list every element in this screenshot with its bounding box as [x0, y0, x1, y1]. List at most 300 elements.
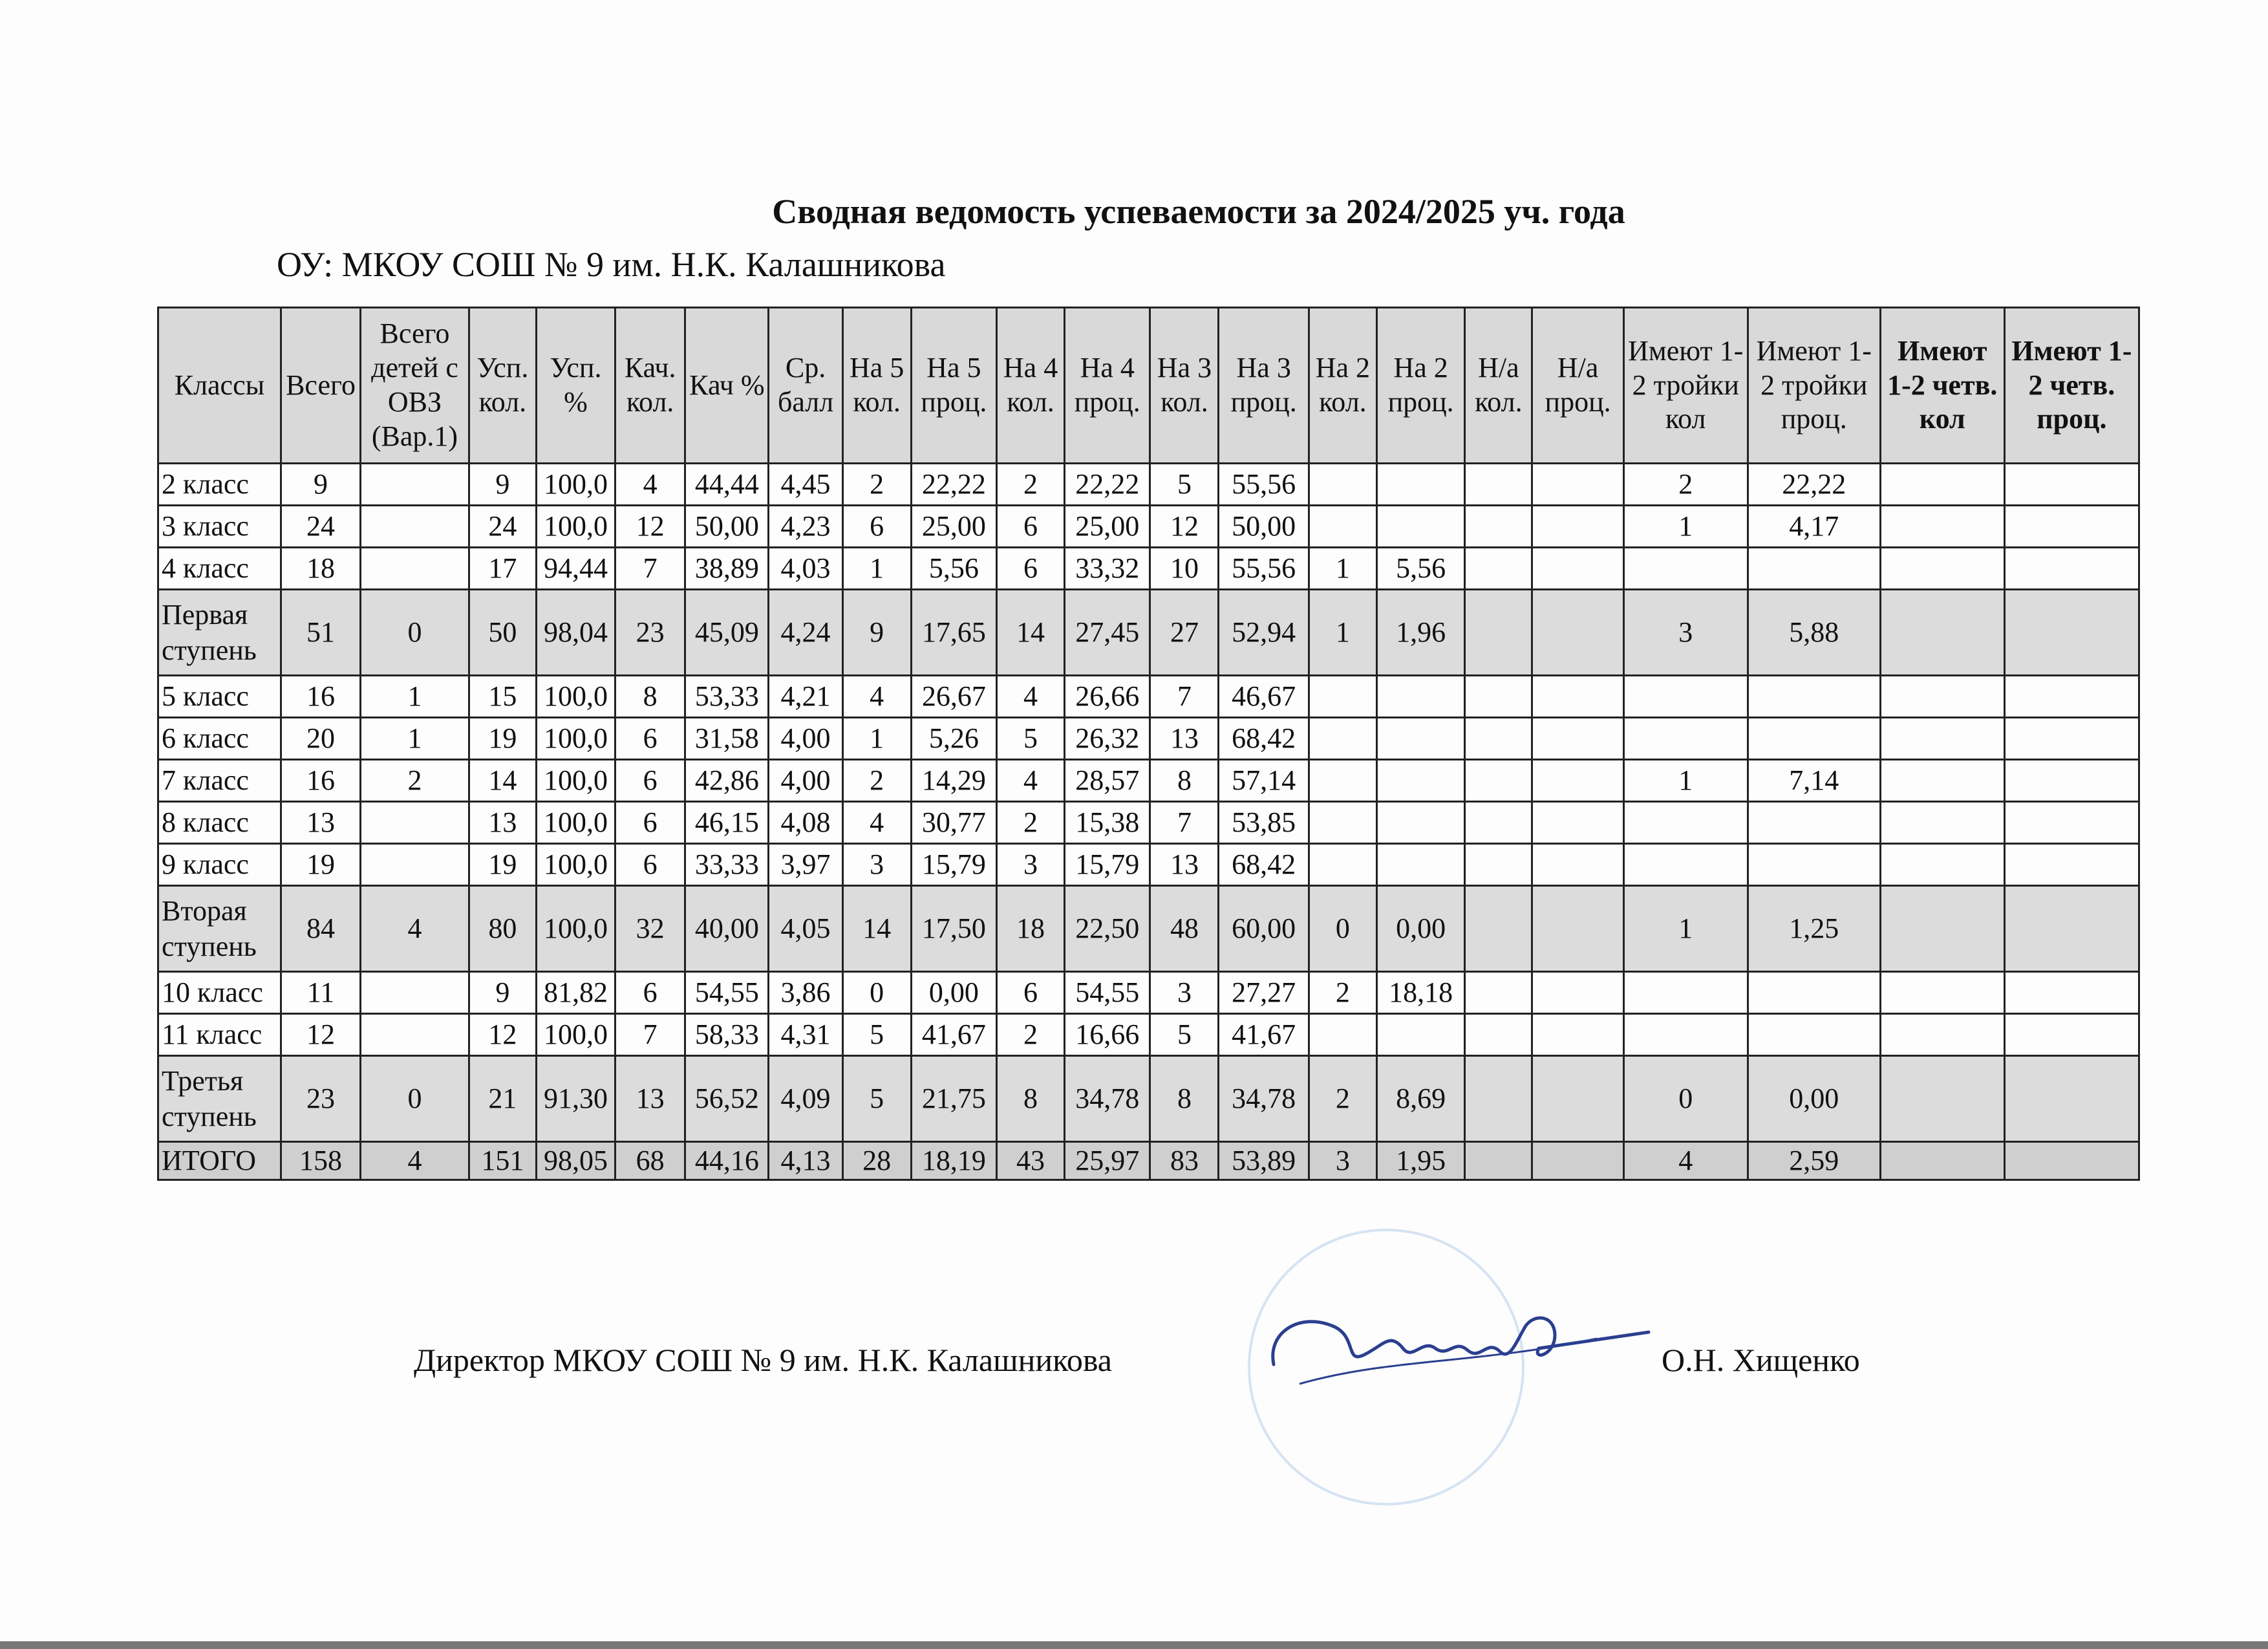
table-cell	[1880, 676, 2004, 718]
table-cell: 1	[361, 676, 469, 718]
table-cell: 5	[842, 1014, 911, 1056]
table-cell	[1880, 1056, 2004, 1142]
school-name: ОУ: МКОУ СОШ № 9 им. Н.К. Калашникова	[277, 245, 946, 284]
column-header: На 4 кол.	[997, 308, 1065, 464]
table-cell: 12	[615, 506, 685, 548]
table-cell: 2	[842, 464, 911, 506]
column-header: Кач. кол.	[615, 308, 685, 464]
column-header: На 2 кол.	[1309, 308, 1376, 464]
table-header-row	[158, 308, 2139, 464]
table-cell: 4,13	[769, 1142, 842, 1180]
table-cell: 50,00	[685, 506, 769, 548]
table-cell: 6	[615, 972, 685, 1014]
table-cell: 98,04	[536, 590, 615, 676]
table-cell: 58,33	[685, 1014, 769, 1056]
table-cell: 15	[469, 676, 536, 718]
table-cell: 17	[469, 548, 536, 590]
table-cell	[1532, 676, 1623, 718]
table-cell: 9	[469, 972, 536, 1014]
table-cell	[2004, 676, 2139, 718]
director-position: Директор МКОУ СОШ № 9 им. Н.К. Калашникова	[414, 1342, 1112, 1378]
table-cell	[1623, 676, 1748, 718]
table-cell: 15,79	[1065, 844, 1150, 886]
table-cell: 25,00	[911, 506, 996, 548]
table-cell	[1465, 1056, 1532, 1142]
table-cell: 7	[615, 548, 685, 590]
table-cell	[1309, 760, 1376, 802]
document-title: Сводная ведомость успеваемости за 2024/2025 уч. года	[772, 192, 1625, 231]
table-cell	[1748, 1014, 1880, 1056]
table-cell: 18,19	[911, 1142, 996, 1180]
table-cell: 5,26	[911, 718, 996, 760]
table-cell	[1748, 802, 1880, 844]
table-cell: 4,08	[769, 802, 842, 844]
table-cell: 3	[842, 844, 911, 886]
table-cell: 4,09	[769, 1056, 842, 1142]
table-cell: 100,0	[536, 760, 615, 802]
table-cell: 38,89	[685, 548, 769, 590]
table-cell: 20	[281, 718, 360, 760]
table-row	[158, 844, 2139, 886]
table-cell: 19	[469, 844, 536, 886]
table-cell: 28,57	[1065, 760, 1150, 802]
table-cell: 8	[997, 1056, 1065, 1142]
column-header: Имеют 1-2 тройки проц.	[1748, 308, 1880, 464]
table-cell: 100,0	[536, 802, 615, 844]
table-cell: 57,14	[1219, 760, 1309, 802]
column-header: На 2 проц.	[1376, 308, 1464, 464]
column-header: На 5 кол.	[842, 308, 911, 464]
table-cell	[1623, 802, 1748, 844]
table-cell: 41,67	[911, 1014, 996, 1056]
table-cell: 91,30	[536, 1056, 615, 1142]
table-cell: 6	[997, 506, 1065, 548]
table-cell	[2004, 464, 2139, 506]
column-header: Имеют 1-2 тройки кол	[1623, 308, 1748, 464]
table-cell: 1,95	[1376, 1142, 1464, 1180]
table-cell: 32	[615, 886, 685, 972]
row-label: Третья ступень	[158, 1056, 281, 1142]
table-row	[158, 464, 2139, 506]
table-cell: 100,0	[536, 844, 615, 886]
table-cell	[1880, 506, 2004, 548]
row-label: 3 класс	[158, 506, 281, 548]
table-cell	[1880, 802, 2004, 844]
table-cell: 4	[842, 676, 911, 718]
table-cell	[1376, 718, 1464, 760]
table-cell: 14,29	[911, 760, 996, 802]
table-cell: 14	[997, 590, 1065, 676]
table-cell: 1	[1623, 886, 1748, 972]
column-header: Усп. кол.	[469, 308, 536, 464]
group-row	[158, 590, 2139, 676]
table-cell: 15,79	[911, 844, 996, 886]
row-label: 9 класс	[158, 844, 281, 886]
table-cell	[1465, 760, 1532, 802]
total-row	[158, 1142, 2139, 1180]
column-header: Н/а кол.	[1465, 308, 1532, 464]
table-row	[158, 972, 2139, 1014]
table-cell: 1	[1309, 590, 1376, 676]
table-cell	[1465, 802, 1532, 844]
table-cell: 4	[361, 886, 469, 972]
table-cell: 4,05	[769, 886, 842, 972]
table-cell	[1623, 972, 1748, 1014]
table-cell: 48	[1150, 886, 1219, 972]
table-cell: 55,56	[1219, 548, 1309, 590]
table-cell: 60,00	[1219, 886, 1309, 972]
table-cell	[2004, 1014, 2139, 1056]
table-cell: 46,15	[685, 802, 769, 844]
table-cell	[1748, 548, 1880, 590]
table-cell: 14	[842, 886, 911, 972]
table-cell: 18,18	[1376, 972, 1464, 1014]
column-header: Н/а проц.	[1532, 308, 1623, 464]
table-cell: 3,97	[769, 844, 842, 886]
table-cell: 1,25	[1748, 886, 1880, 972]
table-cell: 13	[469, 802, 536, 844]
table-cell: 100,0	[536, 718, 615, 760]
table-cell: 0,00	[1376, 886, 1464, 972]
table-cell: 1	[1623, 506, 1748, 548]
table-cell	[2004, 590, 2139, 676]
table-cell: 54,55	[1065, 972, 1150, 1014]
table-cell: 3	[1150, 972, 1219, 1014]
table-cell: 6	[615, 718, 685, 760]
table-cell	[1532, 464, 1623, 506]
table-cell	[1465, 548, 1532, 590]
table-cell	[2004, 718, 2139, 760]
table-cell	[1880, 464, 2004, 506]
table-cell: 17,50	[911, 886, 996, 972]
row-label: ИТОГО	[158, 1142, 281, 1180]
column-header: Имеют 1-2 четв. проц.	[2004, 308, 2139, 464]
table-row	[158, 676, 2139, 718]
table-cell: 43	[997, 1142, 1065, 1180]
table-cell: 17,65	[911, 590, 996, 676]
table-cell: 0	[1623, 1056, 1748, 1142]
table-cell	[1376, 760, 1464, 802]
row-label: 4 класс	[158, 548, 281, 590]
column-header: Всего детей с ОВЗ (Вар.1)	[361, 308, 469, 464]
table-row	[158, 718, 2139, 760]
row-label: Вторая ступень	[158, 886, 281, 972]
table-cell: 41,67	[1219, 1014, 1309, 1056]
row-label: 11 класс	[158, 1014, 281, 1056]
table-cell	[1623, 718, 1748, 760]
table-cell	[1748, 972, 1880, 1014]
table-cell	[1880, 972, 2004, 1014]
table-cell: 50	[469, 590, 536, 676]
table-cell: 5	[1150, 1014, 1219, 1056]
table-cell	[1376, 506, 1464, 548]
table-cell: 13	[1150, 718, 1219, 760]
table-cell	[1465, 506, 1532, 548]
table-row	[158, 548, 2139, 590]
table-cell	[2004, 1142, 2139, 1180]
director-name: О.Н. Хищенко	[1662, 1342, 1860, 1378]
table-cell: 52,94	[1219, 590, 1309, 676]
row-label: 10 класс	[158, 972, 281, 1014]
table-cell: 6	[615, 760, 685, 802]
table-cell: 26,66	[1065, 676, 1150, 718]
table-cell	[1465, 886, 1532, 972]
table-cell: 12	[281, 1014, 360, 1056]
table-cell	[361, 972, 469, 1014]
table-cell: 0	[1309, 886, 1376, 972]
table-cell	[1748, 718, 1880, 760]
table-cell: 13	[1150, 844, 1219, 886]
table-cell	[1532, 1056, 1623, 1142]
table-cell	[1309, 506, 1376, 548]
table-row	[158, 760, 2139, 802]
table-cell: 12	[1150, 506, 1219, 548]
table-cell: 9	[842, 590, 911, 676]
table-cell: 4	[1623, 1142, 1748, 1180]
table-cell: 3	[1623, 590, 1748, 676]
table-cell: 24	[469, 506, 536, 548]
table-cell: 21,75	[911, 1056, 996, 1142]
table-cell: 83	[1150, 1142, 1219, 1180]
table-cell	[1465, 1014, 1532, 1056]
table-cell: 9	[281, 464, 360, 506]
table-cell: 7	[615, 1014, 685, 1056]
table-cell	[1309, 718, 1376, 760]
table-cell: 3	[997, 844, 1065, 886]
table-cell: 16	[281, 676, 360, 718]
column-header: На 3 кол.	[1150, 308, 1219, 464]
table-cell: 68,42	[1219, 718, 1309, 760]
table-cell: 1	[842, 718, 911, 760]
table-cell: 34,78	[1065, 1056, 1150, 1142]
table-cell	[1309, 844, 1376, 886]
table-cell: 8	[1150, 1056, 1219, 1142]
table-cell: 22,22	[1748, 464, 1880, 506]
table-cell: 11	[281, 972, 360, 1014]
table-cell: 4	[842, 802, 911, 844]
table-cell	[1623, 1014, 1748, 1056]
table-cell	[361, 1014, 469, 1056]
table-cell	[1880, 718, 2004, 760]
table-cell	[1532, 802, 1623, 844]
table-cell	[1532, 590, 1623, 676]
table-cell: 0	[361, 1056, 469, 1142]
table-cell: 30,77	[911, 802, 996, 844]
table-cell: 25,00	[1065, 506, 1150, 548]
row-label: Первая ступень	[158, 590, 281, 676]
signature-block	[414, 1341, 1860, 1379]
table-cell: 2	[997, 802, 1065, 844]
table-cell: 23	[615, 590, 685, 676]
table-cell: 18	[997, 886, 1065, 972]
table-cell	[1532, 718, 1623, 760]
table-cell: 27,45	[1065, 590, 1150, 676]
table-cell: 4,24	[769, 590, 842, 676]
table-cell: 13	[615, 1056, 685, 1142]
table-cell	[1880, 548, 2004, 590]
table-cell: 10	[1150, 548, 1219, 590]
table-cell	[1532, 548, 1623, 590]
row-label: 6 класс	[158, 718, 281, 760]
table-cell	[1880, 760, 2004, 802]
table-cell	[1376, 844, 1464, 886]
table-cell: 42,86	[685, 760, 769, 802]
row-label: 7 класс	[158, 760, 281, 802]
table-cell	[2004, 506, 2139, 548]
table-cell	[2004, 1056, 2139, 1142]
table-cell: 7,14	[1748, 760, 1880, 802]
table-cell: 2	[1623, 464, 1748, 506]
table-cell	[1465, 972, 1532, 1014]
table-cell: 94,44	[536, 548, 615, 590]
table-cell	[1623, 844, 1748, 886]
table-cell	[1532, 506, 1623, 548]
table-cell: 16	[281, 760, 360, 802]
table-cell: 4,17	[1748, 506, 1880, 548]
table-cell	[361, 802, 469, 844]
table-cell: 8,69	[1376, 1056, 1464, 1142]
row-label: 2 класс	[158, 464, 281, 506]
table-cell: 5	[842, 1056, 911, 1142]
table-cell: 2	[1309, 1056, 1376, 1142]
table-cell: 1	[361, 718, 469, 760]
table-cell: 81,82	[536, 972, 615, 1014]
table-cell: 26,67	[911, 676, 996, 718]
table-cell	[2004, 802, 2139, 844]
table-cell: 6	[997, 548, 1065, 590]
table-cell	[1880, 844, 2004, 886]
table-cell	[1748, 844, 1880, 886]
group-row	[158, 1056, 2139, 1142]
table-cell: 26,32	[1065, 718, 1150, 760]
table-cell: 16,66	[1065, 1014, 1150, 1056]
table-cell: 4	[361, 1142, 469, 1180]
table-cell: 0	[361, 590, 469, 676]
table-cell	[1465, 718, 1532, 760]
table-cell	[1376, 1014, 1464, 1056]
table-cell: 4	[997, 760, 1065, 802]
table-cell: 158	[281, 1142, 360, 1180]
table-cell: 22,50	[1065, 886, 1150, 972]
table-cell: 4,00	[769, 718, 842, 760]
table-cell: 68	[615, 1142, 685, 1180]
table-cell	[2004, 548, 2139, 590]
table-cell: 24	[281, 506, 360, 548]
table-cell	[1532, 1142, 1623, 1180]
table-cell: 0,00	[911, 972, 996, 1014]
table-cell: 51	[281, 590, 360, 676]
table-cell	[1309, 464, 1376, 506]
table-cell: 5,88	[1748, 590, 1880, 676]
table-cell: 2	[997, 464, 1065, 506]
row-label: 8 класс	[158, 802, 281, 844]
column-header: Усп. %	[536, 308, 615, 464]
table-cell: 2	[997, 1014, 1065, 1056]
table-cell: 33,33	[685, 844, 769, 886]
table-cell: 22,22	[911, 464, 996, 506]
table-cell: 4,00	[769, 760, 842, 802]
table-cell	[1309, 676, 1376, 718]
table-cell: 27,27	[1219, 972, 1309, 1014]
table-cell: 98,05	[536, 1142, 615, 1180]
table-cell: 2	[361, 760, 469, 802]
table-cell: 44,44	[685, 464, 769, 506]
table-cell: 53,89	[1219, 1142, 1309, 1180]
table-cell: 18	[281, 548, 360, 590]
table-cell: 13	[281, 802, 360, 844]
column-header: Ср. балл	[769, 308, 842, 464]
scan-edge	[0, 1641, 2268, 1649]
table-cell: 12	[469, 1014, 536, 1056]
table-cell: 56,52	[685, 1056, 769, 1142]
table-cell	[1309, 802, 1376, 844]
table-cell	[1532, 972, 1623, 1014]
table-cell	[1465, 844, 1532, 886]
table-cell	[1748, 676, 1880, 718]
table-cell: 34,78	[1219, 1056, 1309, 1142]
table-cell: 40,00	[685, 886, 769, 972]
column-header: Всего	[281, 308, 360, 464]
table-cell: 22,22	[1065, 464, 1150, 506]
table-cell: 0,00	[1748, 1056, 1880, 1142]
table-cell: 84	[281, 886, 360, 972]
table-cell	[1880, 1014, 2004, 1056]
table-cell: 100,0	[536, 464, 615, 506]
table-row	[158, 802, 2139, 844]
table-cell	[1465, 676, 1532, 718]
table-cell: 1	[1623, 760, 1748, 802]
table-cell: 4,31	[769, 1014, 842, 1056]
table-cell: 4,03	[769, 548, 842, 590]
table-cell: 7	[1150, 676, 1219, 718]
table-cell: 4	[997, 676, 1065, 718]
table-cell	[2004, 760, 2139, 802]
table-cell	[1376, 802, 1464, 844]
table-cell: 5	[997, 718, 1065, 760]
table-cell: 21	[469, 1056, 536, 1142]
column-header: На 5 проц.	[911, 308, 996, 464]
table-cell: 100,0	[536, 1014, 615, 1056]
table-cell	[1880, 590, 2004, 676]
table-row	[158, 506, 2139, 548]
column-header: Имеют 1-2 четв. кол	[1880, 308, 2004, 464]
table-cell: 53,33	[685, 676, 769, 718]
table-cell	[1465, 464, 1532, 506]
table-cell	[1309, 1014, 1376, 1056]
table-cell	[1532, 1014, 1623, 1056]
table-cell: 33,32	[1065, 548, 1150, 590]
table-cell: 14	[469, 760, 536, 802]
table-cell: 31,58	[685, 718, 769, 760]
column-header: На 4 проц.	[1065, 308, 1150, 464]
table-cell: 4	[615, 464, 685, 506]
table-cell: 1	[842, 548, 911, 590]
table-cell	[1880, 886, 2004, 972]
table-cell: 5	[1150, 464, 1219, 506]
table-cell: 19	[281, 844, 360, 886]
table-cell: 6	[842, 506, 911, 548]
table-cell: 27	[1150, 590, 1219, 676]
table-cell: 2	[842, 760, 911, 802]
table-cell	[1532, 844, 1623, 886]
table-cell: 1	[1309, 548, 1376, 590]
table-cell	[361, 464, 469, 506]
table-cell: 8	[1150, 760, 1219, 802]
column-header: На 3 проц.	[1219, 308, 1309, 464]
table-row	[158, 1014, 2139, 1056]
table-cell: 0	[842, 972, 911, 1014]
table-cell: 4,45	[769, 464, 842, 506]
